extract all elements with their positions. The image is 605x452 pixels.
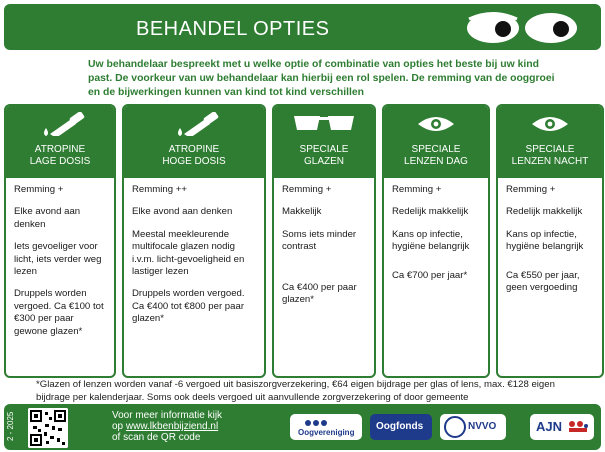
option-card-atropine-high bbox=[122, 104, 266, 378]
option-title-line1: ATROPINE bbox=[168, 144, 220, 155]
option-point: Elke avond aan denken bbox=[132, 206, 233, 218]
website-link[interactable]: www.lkbenbijziend.nl bbox=[125, 421, 219, 432]
logo-text: Oogfonds bbox=[376, 421, 424, 432]
option-title-line2: GLAZEN bbox=[303, 156, 344, 167]
option-point: Remming + bbox=[506, 184, 556, 195]
option-point: Druppels worden vergoed. Ca €100 tot €300 per paar gewone glazen* bbox=[14, 288, 104, 337]
option-title-line2: HOGE DOSIS bbox=[162, 156, 226, 167]
nvvo-circle-icon bbox=[443, 415, 467, 439]
option-point: Kans op infectie, hygiëne belangrijk bbox=[392, 228, 470, 253]
option-point: Remming + bbox=[282, 184, 332, 195]
ajn-figures-icon bbox=[566, 419, 590, 435]
option-title-line2: LENZEN DAG bbox=[404, 156, 468, 167]
option-point: Meestal meekleurende multifocale glazen nodig i.v.m. licht-gevoeligheid en lastiger lezen bbox=[132, 228, 245, 278]
logo-text: NVVO bbox=[468, 421, 497, 432]
option-title-line1: ATROPINE bbox=[34, 144, 86, 155]
glasses-icon bbox=[274, 112, 374, 136]
option-point: Remming + bbox=[14, 184, 64, 195]
option-title-line2: LENZEN NACHT bbox=[511, 156, 589, 167]
more-info-line3: of scan de QR code bbox=[112, 432, 201, 443]
more-info-prefix: op bbox=[112, 421, 126, 432]
option-point: Ca €550 per jaar, geen vergoeding bbox=[506, 269, 580, 294]
eyes-icon bbox=[463, 10, 583, 46]
eye-icon bbox=[498, 112, 602, 136]
logo-ajn bbox=[530, 414, 594, 440]
header-banner bbox=[4, 4, 601, 50]
more-info-line1: Voor meer informatie kijk bbox=[112, 410, 223, 421]
qr-code[interactable] bbox=[28, 408, 68, 448]
footnote: *Glazen of lenzen worden vanaf -6 vergoed uit basiszorgverzekering, €64 eigen bijdrage per glas of lens, max. €128 eigen bijdrage per kalenderjaar. Soms ook deels vergoed uit aanvullende zorgverzekering of door gemeente bbox=[36, 379, 555, 403]
option-point: Remming + bbox=[392, 184, 442, 195]
more-info bbox=[112, 410, 222, 443]
intro-text: Uw behandelaar bespreekt met u welke optie of combinatie van opties het beste bij uw kind past. De voorkeur van uw behandelaar kan hierbij een rol spelen. De remming van de ooggroei en de bijwerkingen kunnen van kind tot kind verschillen bbox=[88, 59, 555, 98]
option-title-line1: SPECIALE bbox=[525, 144, 575, 155]
logo-text: Oogvereniging bbox=[298, 428, 355, 437]
edition-label: 2 - 2025 bbox=[6, 411, 15, 441]
option-point: Soms iets minder contrast bbox=[282, 228, 357, 253]
option-point: Redelijk makkelijk bbox=[392, 206, 469, 218]
more-info-line2 bbox=[112, 421, 222, 432]
eye-icon bbox=[384, 112, 488, 136]
option-card-day-lenses bbox=[382, 104, 490, 378]
option-point: Ca €400 per paar glazen* bbox=[282, 281, 357, 306]
option-card-atropine-low bbox=[4, 104, 116, 378]
page-title: BEHANDEL OPTIES bbox=[136, 18, 330, 40]
option-point: Druppels worden vergoed. Ca €400 tot €800 per paar glazen* bbox=[132, 288, 245, 325]
option-point: Ca €700 per jaar* bbox=[392, 269, 468, 281]
logo-text: AJN bbox=[536, 419, 563, 434]
option-card-night-lenses bbox=[496, 104, 604, 378]
logo-oogvereniging bbox=[290, 414, 362, 440]
dropper-icon bbox=[6, 112, 114, 136]
option-title-line2: LAGE DOSIS bbox=[29, 156, 91, 167]
option-point: Remming ++ bbox=[132, 184, 187, 195]
option-card-special-glasses bbox=[272, 104, 376, 378]
dropper-icon bbox=[124, 112, 264, 136]
logo-oogfonds bbox=[370, 414, 432, 440]
logo-nvvo bbox=[440, 414, 506, 440]
option-point: Iets gevoeliger voor licht, iets verder weg lezen bbox=[14, 241, 102, 278]
option-point: Kans op infectie, hygiëne belangrijk bbox=[506, 228, 584, 253]
option-point: Elke avond aan denken bbox=[14, 206, 81, 230]
option-title-line1: SPECIALE bbox=[299, 144, 349, 155]
option-point: Makkelijk bbox=[282, 206, 322, 218]
option-point: Redelijk makkelijk bbox=[506, 206, 583, 218]
option-title-line1: SPECIALE bbox=[411, 144, 461, 155]
